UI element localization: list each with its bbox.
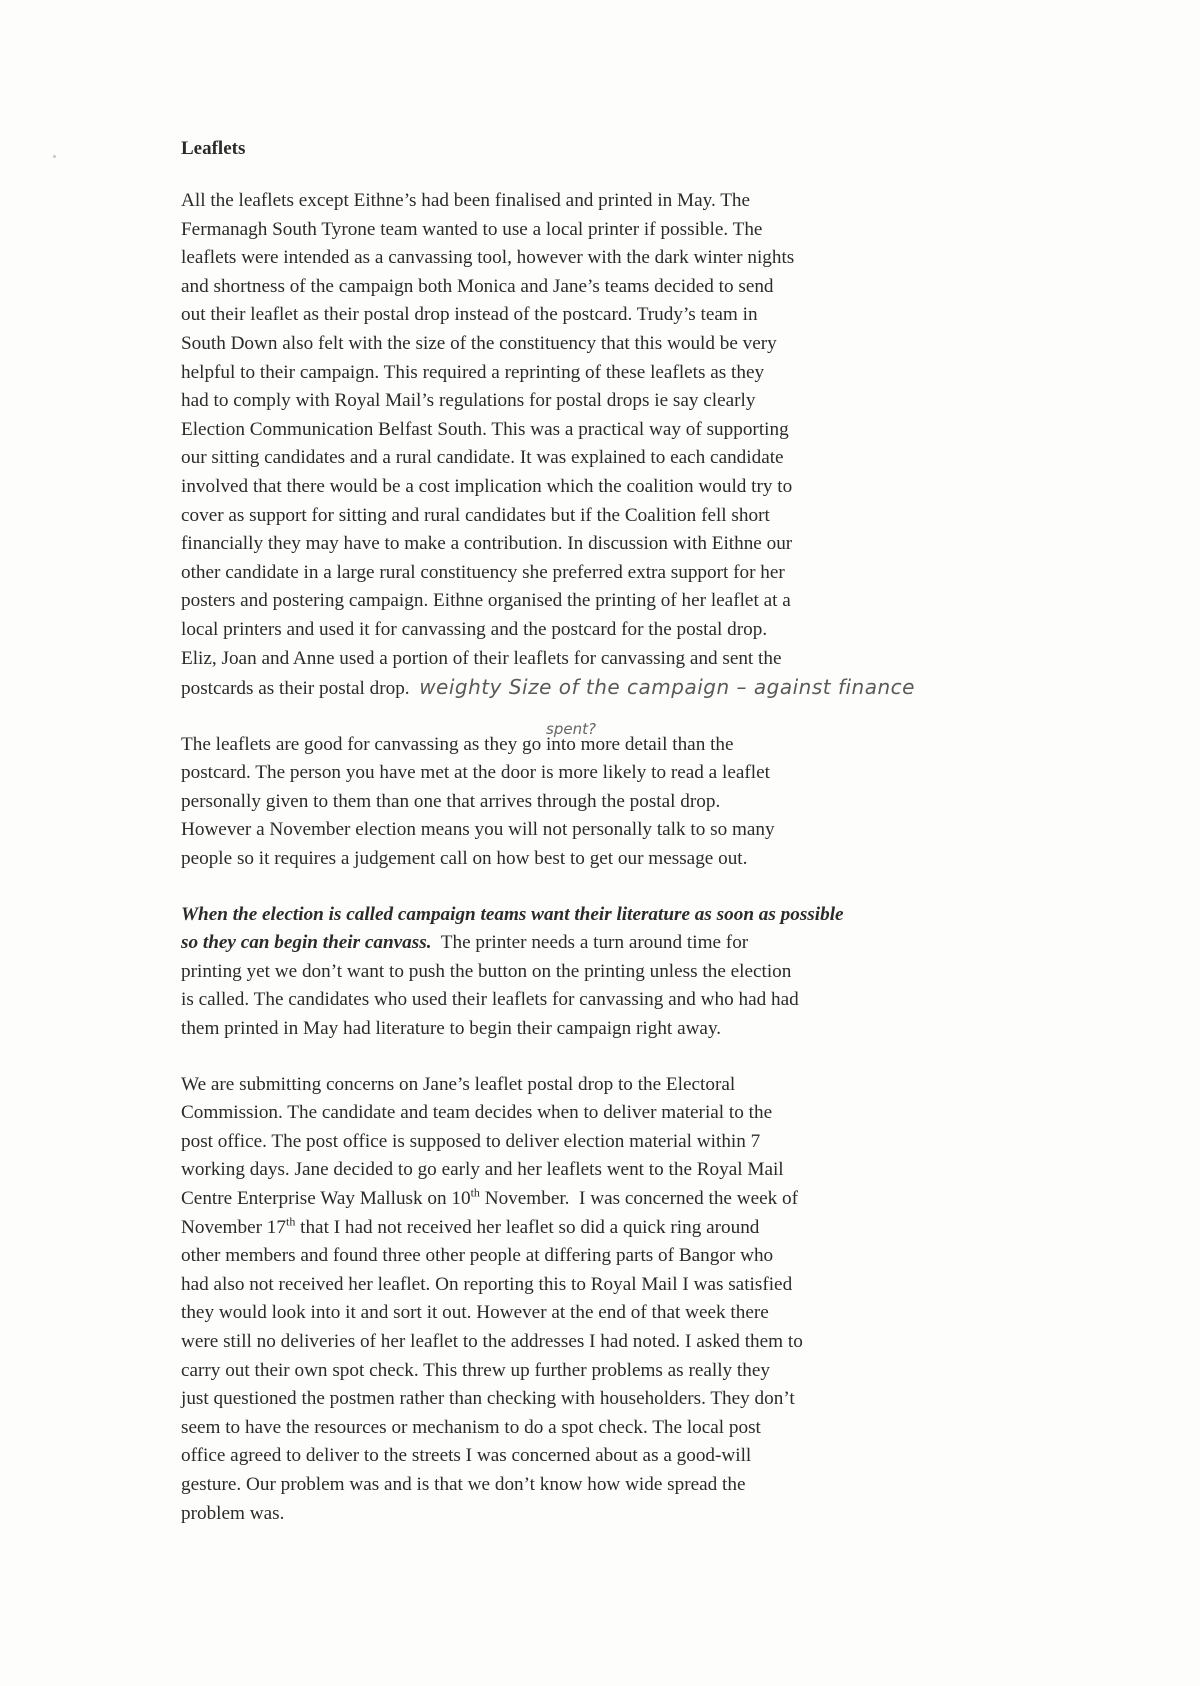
text-line: is called. The candidates who used their leaflets for canvassing and who had had <box>181 989 799 1011</box>
text-line-with-annotation <box>181 673 1041 704</box>
paragraph-4 <box>181 1071 1041 1529</box>
text-line: Fermanagh South Tyrone team wanted to use a local printer if possible. The <box>181 218 763 240</box>
text-fragment: November. I was concerned the week of <box>479 1188 799 1209</box>
handwritten-annotation: weighty Size of the campaign – against finance <box>419 675 915 700</box>
text-line: other candidate in a large rural constituency she preferred extra support for her <box>181 561 785 583</box>
text-line: working days. Jane decided to go early and her leaflets went to the Royal Mail <box>181 1159 784 1181</box>
text-line: personally given to them than one that arrives through the postal drop. <box>181 790 721 812</box>
text-line: leaflets were intended as a canvassing tool, however with the dark winter nights <box>181 247 795 269</box>
ordinal-superscript: th <box>285 1214 296 1229</box>
text-line: seem to have the resources or mechanism to do a spot check. The local post <box>181 1416 761 1438</box>
handwritten-note-spent: spent? <box>546 719 596 738</box>
text-line: problem was. <box>181 1502 285 1524</box>
text-line: The leaflets are good for canvassing as they go into more detail than the <box>181 733 734 755</box>
text-line: just questioned the postmen rather than checking with householders. They don’t <box>181 1388 795 1410</box>
emphasis-text-line: When the election is called campaign teams want their literature as soon as possible <box>181 903 844 925</box>
text-line-with-superscript <box>181 1214 1041 1243</box>
text-line: had to comply with Royal Mail’s regulations for postal drops ie say clearly <box>181 390 756 412</box>
text-line-with-superscript <box>181 1185 1041 1214</box>
text-line: people so it requires a judgement call on how best to get our message out. <box>181 848 748 870</box>
text-fragment: Centre Enterprise Way Mallusk on 10 <box>181 1188 471 1209</box>
text-fragment: postcards as their postal drop. <box>181 678 410 700</box>
scan-speck <box>53 155 56 158</box>
text-fragment: November 17 <box>181 1216 286 1238</box>
paragraph-1 <box>181 187 1041 704</box>
text-fragment: that I had not received her leaflet so did a quick ring around <box>295 1216 760 1238</box>
text-line: printing yet we don’t want to push the button on the printing unless the election <box>181 960 792 982</box>
text-line: Eliz, Joan and Anne used a portion of their leaflets for canvassing and sent the <box>181 647 782 669</box>
document-body <box>181 135 1041 1555</box>
text-line: they would look into it and sort it out. However at the end of that week there <box>181 1302 769 1324</box>
text-line: were still no deliveries of her leaflet to the addresses I had noted. I asked them to <box>181 1330 803 1352</box>
text-line: out their leaflet as their postal drop instead of the postcard. Trudy’s team in <box>181 304 758 326</box>
section-heading: Leaflets <box>181 138 246 159</box>
text-line-mixed <box>181 929 1041 958</box>
text-line: We are submitting concerns on Jane’s leaflet postal drop to the Electoral <box>181 1073 736 1095</box>
text-line: office agreed to deliver to the streets I was concerned about as a good-will <box>181 1445 752 1467</box>
text-line: Election Communication Belfast South. This was a practical way of supporting <box>181 418 789 440</box>
text-line: helpful to their campaign. This required a reprinting of these leaflets as they <box>181 361 765 383</box>
text-line: All the leaflets except Eithne’s had been finalised and printed in May. The <box>181 190 751 211</box>
text-line: post office. The post office is supposed to deliver election material within 7 <box>181 1130 761 1152</box>
text-line: South Down also felt with the size of the constituency that this would be very <box>181 332 777 354</box>
emphasis-fragment: so they can begin their canvass. <box>181 932 432 954</box>
text-line: carry out their own spot check. This threw up further problems as really they <box>181 1359 770 1381</box>
text-line: gesture. Our problem was and is that we don’t know how wide spread the <box>181 1473 746 1495</box>
paragraph-2 <box>181 719 1041 874</box>
text-line: Commission. The candidate and team decides when to deliver material to the <box>181 1102 773 1124</box>
text-line: our sitting candidates and a rural candidate. It was explained to each candidate <box>181 447 784 469</box>
text-line: and shortness of the campaign both Monica and Jane’s teams decided to send <box>181 275 774 297</box>
text-line: them printed in May had literature to begin their campaign right away. <box>181 1018 722 1040</box>
ordinal-superscript: th <box>470 1185 480 1200</box>
text-line: involved that there would be a cost implication which the coalition would try to <box>181 475 793 497</box>
text-line: cover as support for sitting and rural candidates but if the Coalition fell short <box>181 504 770 526</box>
text-line: However a November election means you will not personally talk to so many <box>181 819 775 841</box>
text-line: local printers and used it for canvassing and the postcard for the postal drop. <box>181 618 768 640</box>
text-fragment: The printer needs a turn around time for <box>431 932 749 954</box>
text-line: financially they may have to make a contribution. In discussion with Eithne our <box>181 533 793 555</box>
paragraph-3 <box>181 901 1041 1044</box>
text-line: other members and found three other people at differing parts of Bangor who <box>181 1245 774 1267</box>
text-line: postcard. The person you have met at the door is more likely to read a leaflet <box>181 762 770 784</box>
text-line: posters and postering campaign. Eithne organised the printing of her leaflet at a <box>181 590 791 612</box>
text-line: had also not received her leaflet. On reporting this to Royal Mail I was satisfied <box>181 1273 793 1295</box>
